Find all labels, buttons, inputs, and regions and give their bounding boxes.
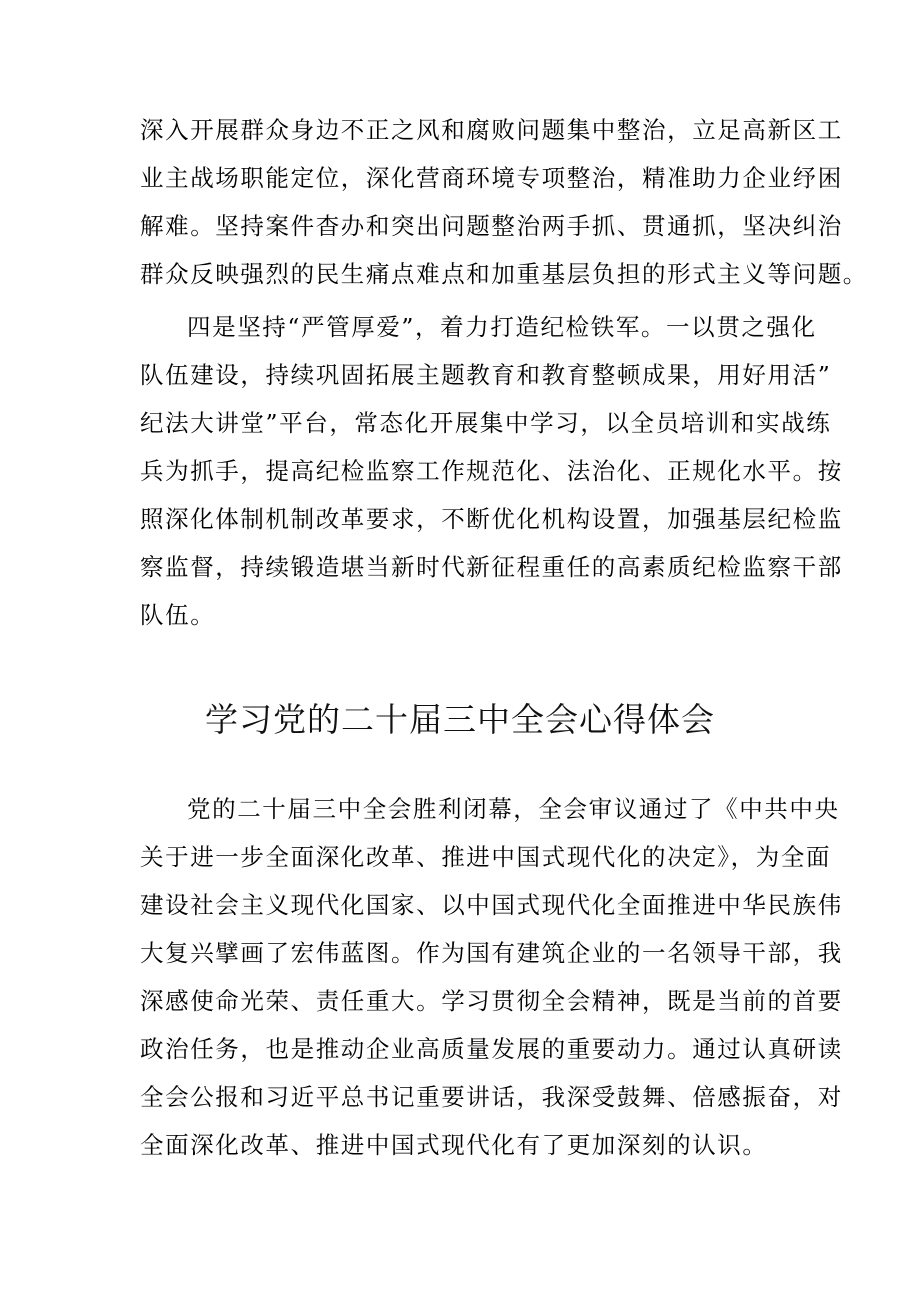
text-line: 党的二十届三中全会胜利闭幕，全会审议通过了《中共中央 — [187, 795, 840, 823]
text-line: 察监督，持续锻造堪当新时代新征程重任的高素质纪检监察干部 — [140, 553, 843, 581]
text-line: 深入开展群众身边不正之风和腐败问题集中整治，立足高新区工 — [140, 116, 843, 144]
text-line: 解难。坚持案件杳办和突出问题整治两手抓、贯通抓，坚决纠治 — [140, 212, 843, 240]
paragraph-continuation — [140, 106, 868, 298]
text-line: 建设社会主义现代化国家、以中国式现代化全面推进中华民族伟 — [140, 891, 843, 919]
text-line: 兵为抓手，提高纪检监察工作规范化、法治化、正规化水平。按 — [140, 457, 843, 485]
paragraph-point-four — [140, 303, 843, 639]
text-line: 深感使命光荣、责任重大。学习贯彻全会精神，既是当前的首要 — [140, 987, 843, 1015]
text-line: 照深化体制机制改革要求，不断优化机构设置，加强基层纪检监 — [140, 505, 843, 533]
text-line: 群众反映强烈的民生痛点难点和加重基层负担的形式主义等问题。 — [140, 260, 868, 288]
text-line: 业主战场职能定位，深化营商环境专项整治，精准助力企业纾困 — [140, 164, 843, 192]
text-line: 队伍建设，持续巩固拓展主题教育和教育整顿成果，用好用活” — [140, 361, 832, 389]
text-line: 政治任务，也是推动企业高质量发展的重要动力。通过认真研读 — [140, 1035, 843, 1063]
text-line: 四是坚持“严管厚爱”，着力打造纪检铁军。一以贯之强化 — [187, 313, 817, 341]
paragraph-article-intro — [140, 785, 843, 1169]
text-line: 全面深化改革、推进中国式现代化有了更加深刻的认识。 — [140, 1131, 768, 1159]
text-line: 关于进一步全面深化改革、推进中国式现代化的决定》，为全面 — [140, 843, 832, 871]
text-line: 纪法大讲堂”平台，常态化开展集中学习，以全员培训和实战练 — [140, 409, 832, 437]
text-line: 队伍。 — [140, 601, 216, 629]
text-line: 大复兴擘画了宏伟蓝图。作为国有建筑企业的一名领导干部，我 — [140, 939, 843, 967]
article-title: 学习党的二十届三中全会心得体会 — [205, 700, 715, 739]
text-line: 全会公报和习近平总书记重要讲话，我深受鼓舞、倍感振奋，对 — [140, 1083, 843, 1111]
